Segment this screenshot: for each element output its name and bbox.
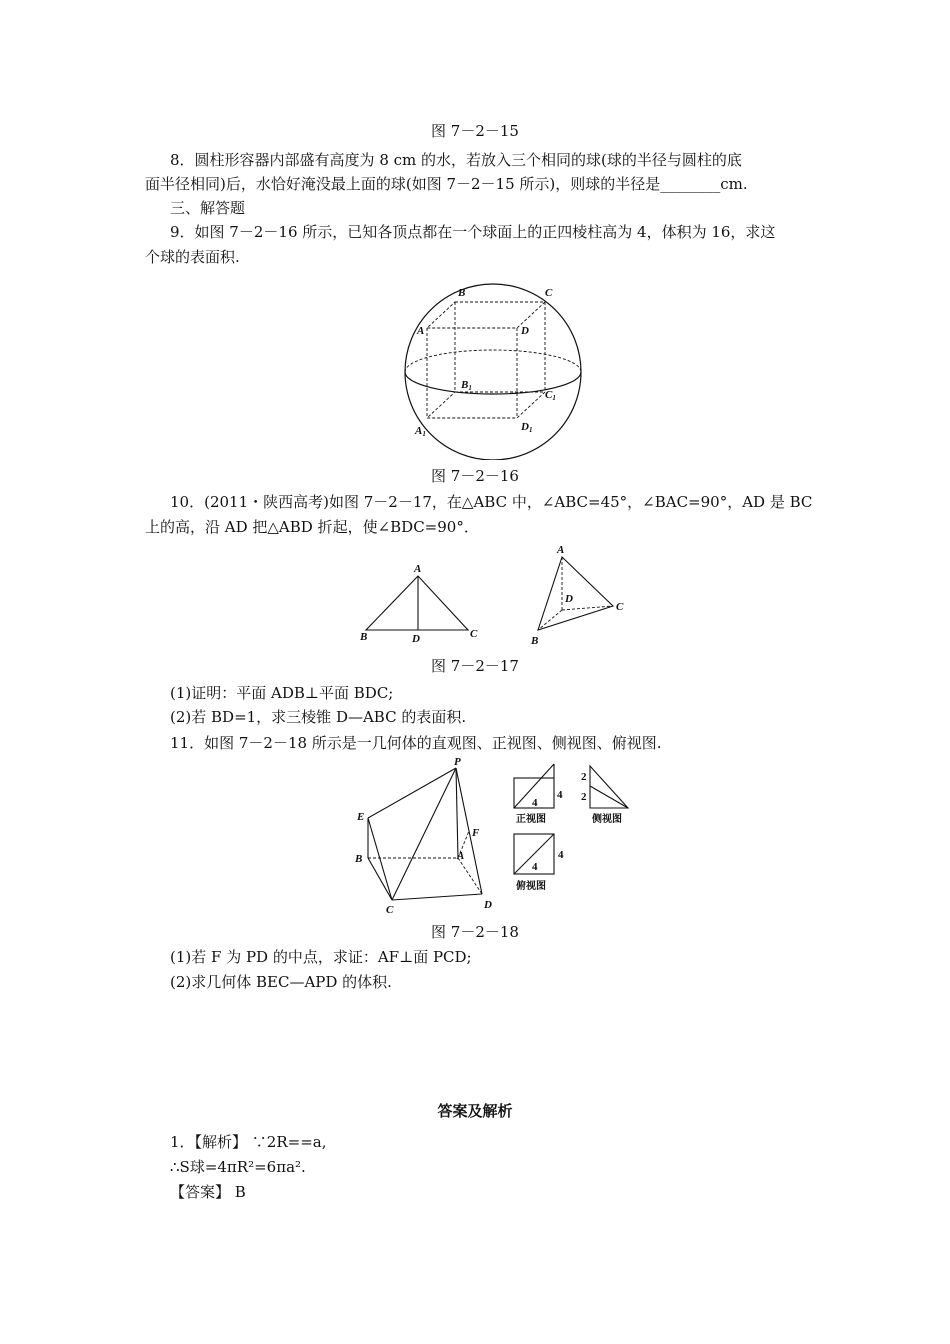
fig16-label-D1: D1: [521, 421, 533, 434]
q11-part2: (2)求几何体 BEC—APD 的体积.: [170, 973, 392, 991]
fig18-caption: 图 7－2－18: [431, 923, 519, 941]
front-view-right-4: 4: [557, 789, 563, 801]
fig16-label-A1: A1: [415, 425, 426, 438]
fig15-caption: 图 7－2－15: [431, 122, 519, 140]
fig17b-label-A: A: [557, 544, 565, 556]
side-view: [590, 766, 628, 808]
fig18-label-D: D: [484, 899, 492, 911]
q9-line1: 9．如图 7－2－16 所示，已知各顶点都在一个球面上的正四棱柱高为 4，体积为 16，求这: [170, 223, 776, 241]
fig18-solid: [348, 758, 498, 918]
fig17b-label-C: C: [616, 601, 624, 613]
q10-part2: (2)若 BD=1，求三棱锥 D—ABC 的表面积.: [170, 708, 467, 726]
fig18-label-P: P: [454, 758, 461, 768]
front-view-bottom-4: 4: [532, 797, 538, 809]
q8-line2: 面半径相同)后，水恰好淹没最上面的球(如图 7－2－15 所示)，则球的半径是________cm.: [145, 175, 748, 193]
q10-part1: (1)证明：平面 ADB⊥平面 BDC;: [170, 684, 394, 702]
top-view-label: 俯视图: [516, 881, 546, 892]
q9-line2: 个球的表面积.: [145, 248, 240, 266]
q8-line1: 8．圆柱形容器内部盛有高度为 8 cm 的水，若放入三个相同的球(球的半径与圆柱的底: [170, 151, 742, 169]
answer1-line3: 【答案】 B: [170, 1183, 246, 1201]
fig17b-label-D: D: [565, 593, 573, 605]
fig16-label-B: B: [458, 287, 466, 299]
answers-heading: 答案及解析: [437, 1102, 513, 1120]
fig18-label-B: B: [355, 853, 363, 865]
side-view-bottom-2: 2: [581, 791, 587, 803]
fig16-label-D: D: [521, 325, 529, 337]
fig17a-label-A: A: [414, 563, 422, 575]
q10-line1: 10．(2011・陕西高考)如图 7－2－17，在△ABC 中，∠ABC=45°，∠BAC=90°，AD 是 BC: [170, 493, 813, 511]
fig16-label-B1: B1: [461, 379, 472, 392]
fig17a-label-D: D: [412, 633, 420, 645]
fig16-label-C: C: [545, 287, 553, 299]
top-view-bottom-4: 4: [532, 861, 538, 873]
answer1-line1: 1．【解析】 ∵2R==a,: [170, 1133, 327, 1151]
q10-line2: 上的高，沿 AD 把△ABD 折起，使∠BDC=90°．: [145, 518, 479, 536]
fig18-label-C: C: [386, 904, 394, 916]
fig16-caption: 图 7－2－16: [431, 467, 519, 485]
fig18-label-F: F: [472, 827, 480, 839]
fig17-folded-tetrahedron: [525, 540, 635, 650]
fig17-caption: 图 7－2－17: [431, 657, 519, 675]
fig17b-label-B: B: [531, 635, 539, 647]
fig17-flat-triangle: [350, 560, 490, 648]
fig18-three-views: [508, 762, 638, 902]
side-view-top-2: 2: [581, 771, 587, 783]
q11-line1: 11．如图 7－2－18 所示是一几何体的直观图、正视图、侧视图、俯视图.: [170, 734, 662, 752]
fig18-label-A: A: [457, 850, 465, 862]
section3-heading: 三、解答题: [170, 199, 246, 217]
answer1-line2: ∴S球=4πR²=6πa².: [170, 1158, 306, 1176]
fig16-sphere-prism: [395, 278, 595, 460]
front-view-label: 正视图: [516, 814, 546, 825]
fig17a-label-B: B: [360, 631, 368, 643]
fig17a-label-C: C: [470, 628, 478, 640]
top-view-right-4: 4: [558, 849, 564, 861]
q11-part1: (1)若 F 为 PD 的中点，求证：AF⊥面 PCD;: [170, 948, 472, 966]
fig16-label-C1: C1: [545, 389, 556, 402]
side-view-label: 侧视图: [592, 814, 622, 825]
fig16-label-A: A: [417, 325, 425, 337]
fig18-label-E: E: [357, 811, 365, 823]
